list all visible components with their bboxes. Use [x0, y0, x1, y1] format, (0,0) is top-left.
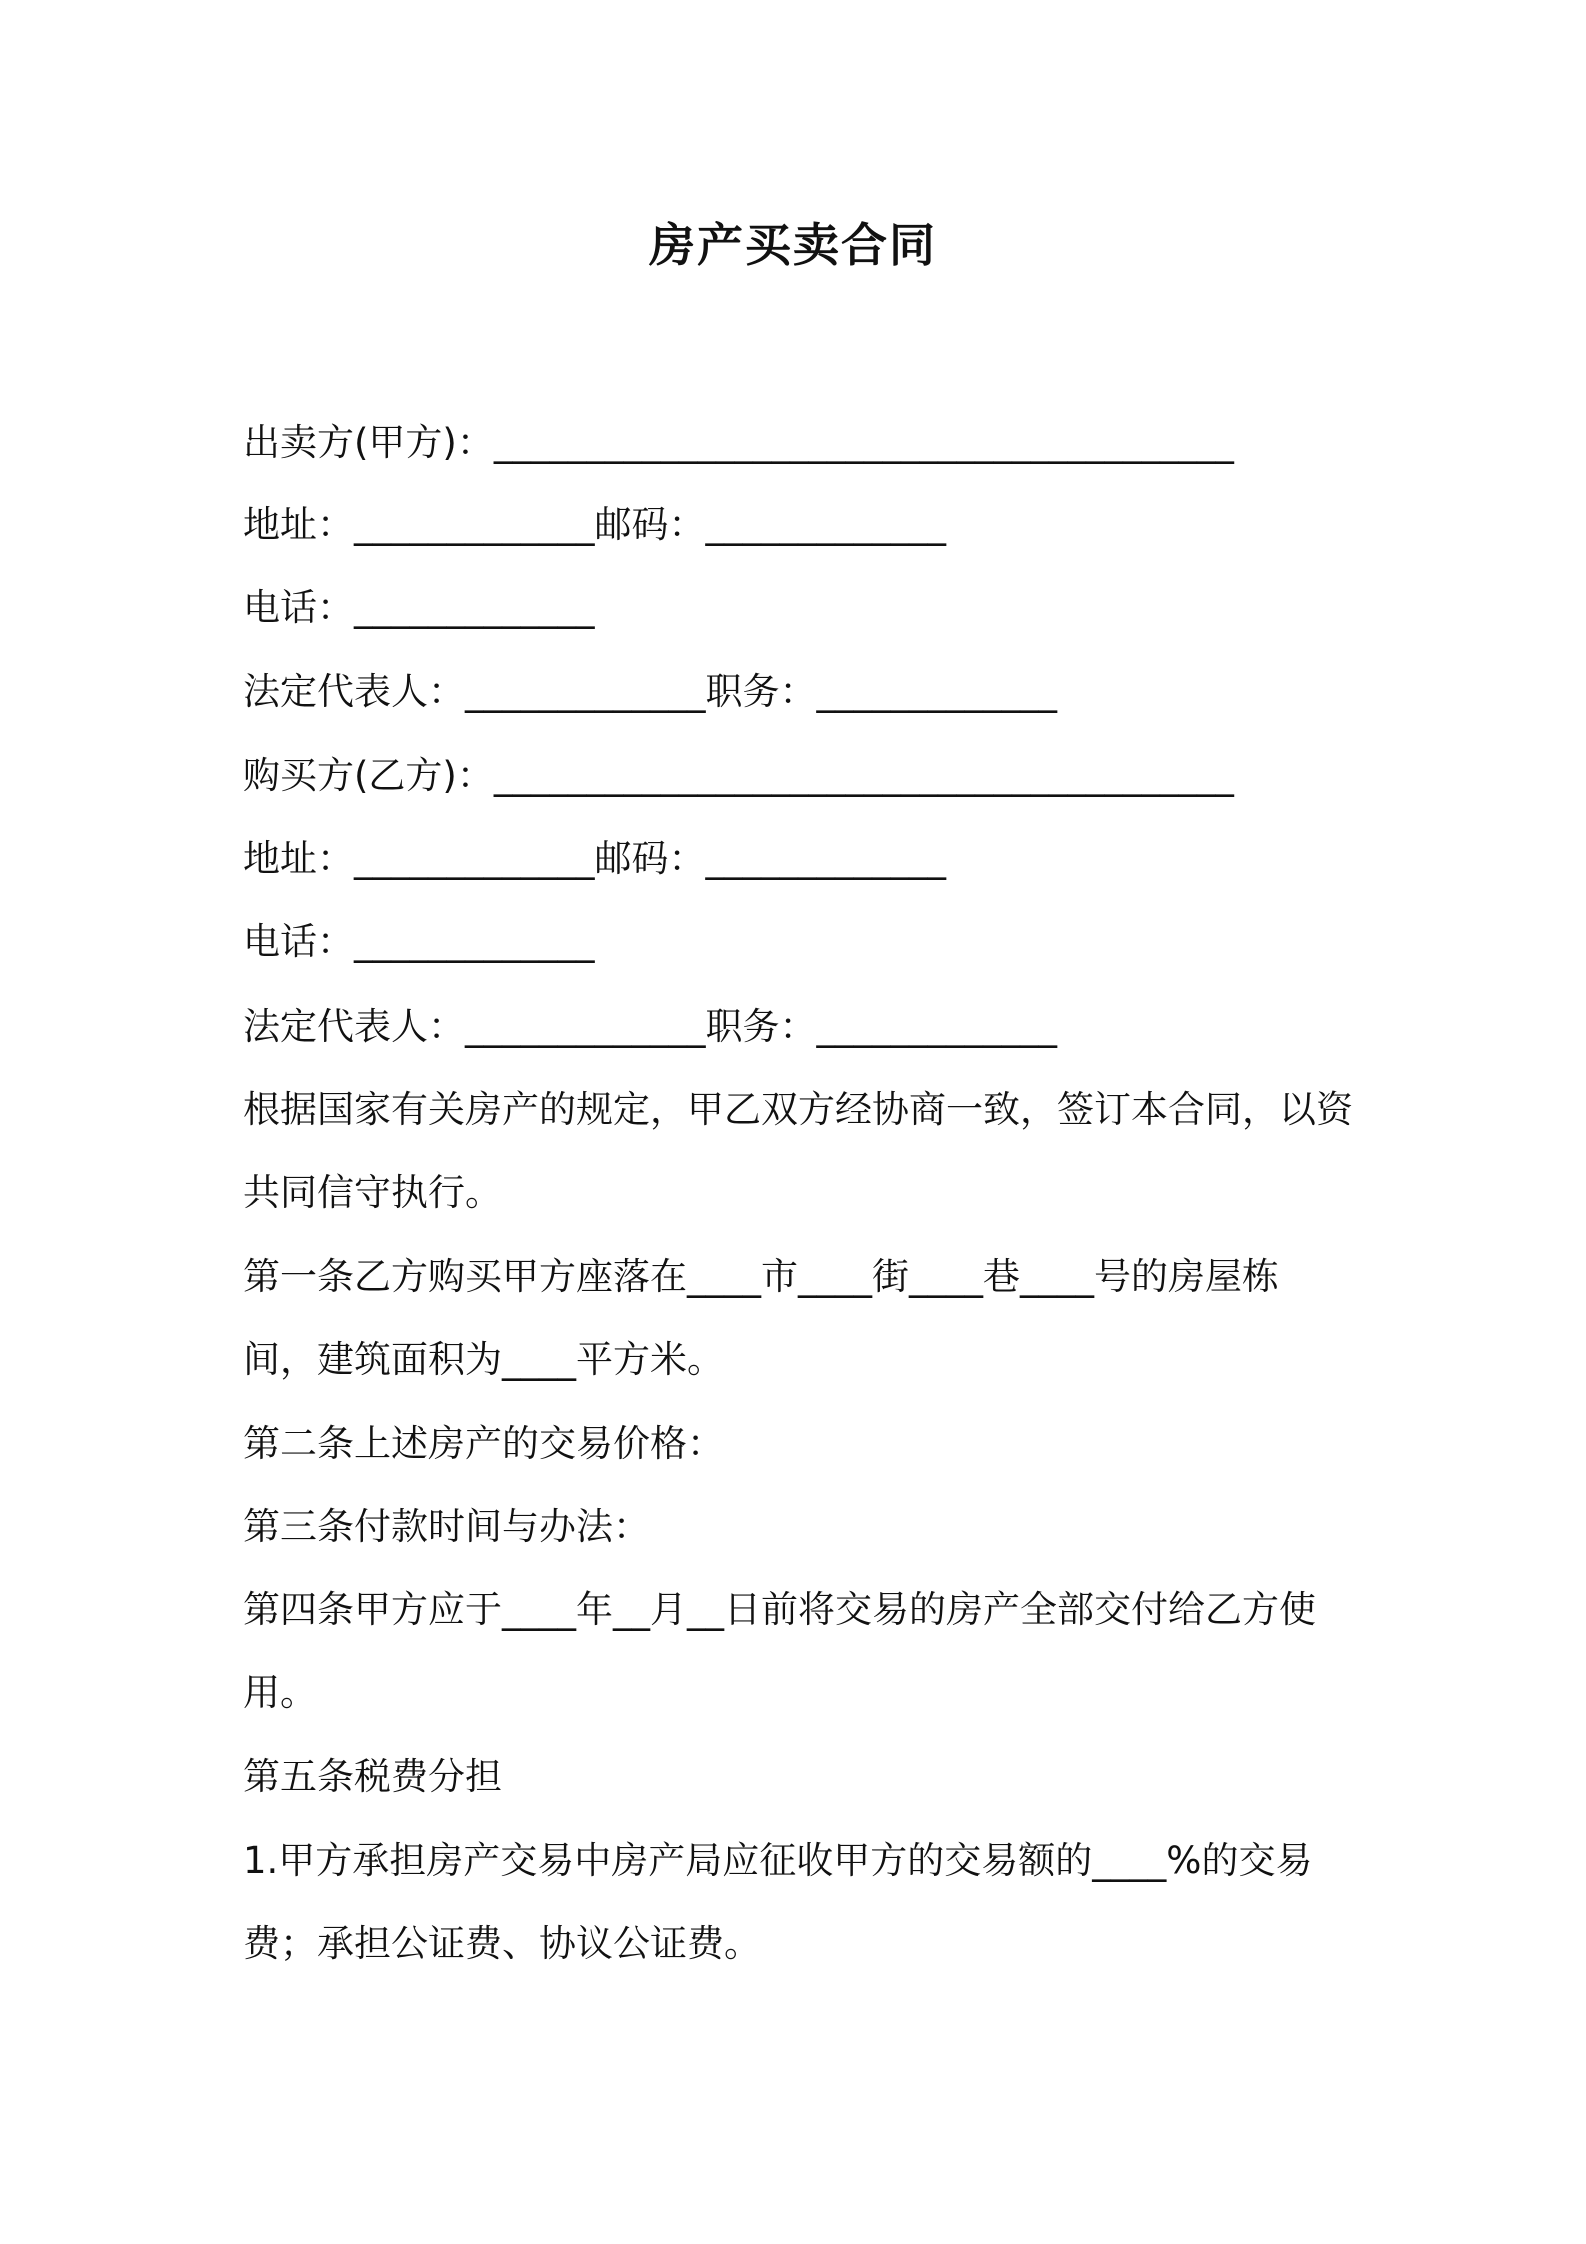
buyer-address-line: 地址：_____________邮码：_____________ — [243, 837, 946, 880]
preamble-line-2: 共同信守执行。 — [243, 1171, 502, 1214]
article-4-line-2: 用。 — [243, 1671, 317, 1714]
preamble-line-1: 根据国家有关房产的规定，甲乙双方经协商一致，签订本合同，以资 — [243, 1088, 1353, 1131]
article-5-item-1-line-2: 费；承担公证费、协议公证费。 — [243, 1922, 761, 1965]
seller-phone-line: 电话：_____________ — [243, 586, 595, 629]
article-1-line-2: 间，建筑面积为____平方米。 — [243, 1338, 724, 1381]
article-4-line-1: 第四条甲方应于____年__月__日前将交易的房产全部交付给乙方使 — [243, 1588, 1316, 1631]
buyer-representative-line: 法定代表人：_____________职务：_____________ — [243, 1005, 1057, 1048]
article-5-item-1-line-1: 1.甲方承担房产交易中房产局应征收甲方的交易额的____%的交易 — [243, 1839, 1313, 1882]
seller-representative-line: 法定代表人：_____________职务：_____________ — [243, 670, 1057, 713]
seller-name-line: 出卖方(甲方)：________________________________________ — [243, 421, 1234, 464]
buyer-phone-line: 电话：_____________ — [243, 920, 595, 963]
article-1-line-1: 第一条乙方购买甲方座落在____市____街____巷____号的房屋栋 — [243, 1255, 1279, 1298]
article-2-line: 第二条上述房产的交易价格： — [243, 1422, 724, 1465]
article-5-heading: 第五条税费分担 — [243, 1755, 502, 1798]
seller-address-line: 地址：_____________邮码：_____________ — [243, 503, 946, 546]
buyer-name-line: 购买方(乙方)：________________________________________ — [243, 754, 1234, 797]
document-title: 房产买卖合同 — [649, 218, 937, 272]
article-3-line: 第三条付款时间与办法： — [243, 1505, 650, 1548]
